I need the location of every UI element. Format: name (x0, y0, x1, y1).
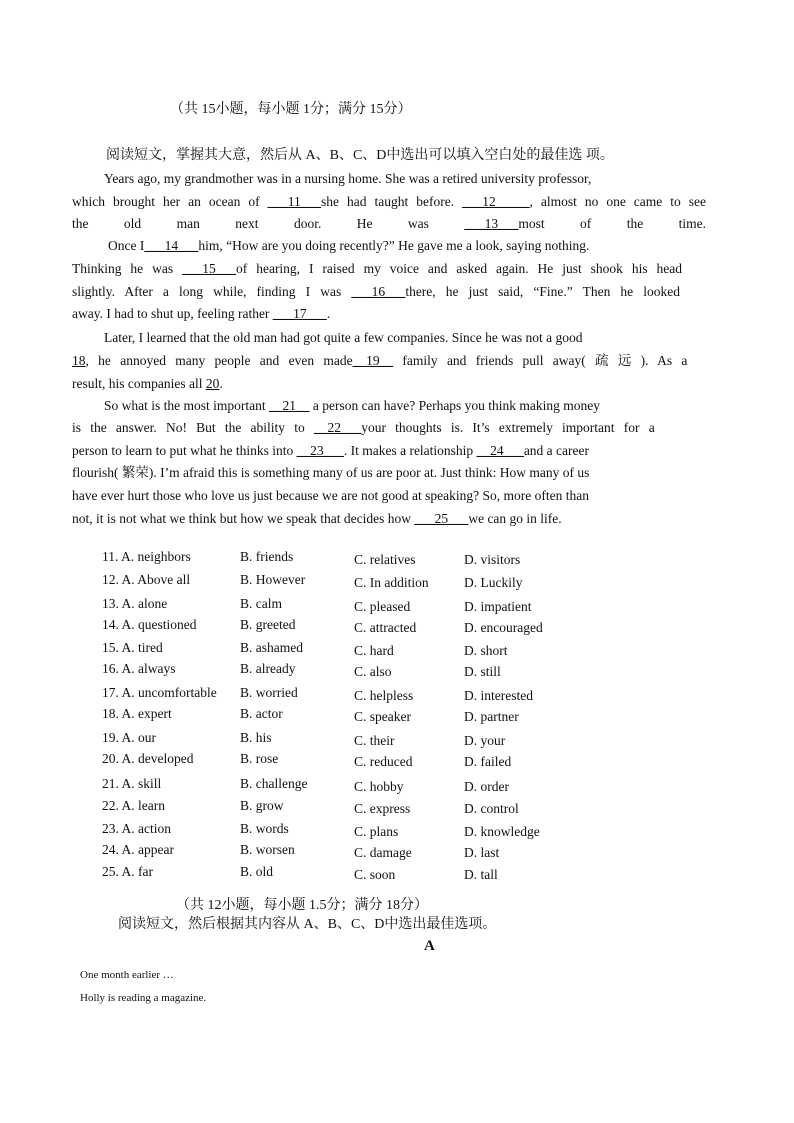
option-13-a: 13. A. alone (102, 596, 168, 611)
option-17-d: D. interested (464, 688, 533, 703)
option-15-d: D. short (464, 643, 508, 658)
passage-line (72, 510, 562, 528)
option-19-c: C. their (354, 733, 395, 748)
passage-text: Years ago, my grandmother was in a nursing home. She was a retired university professor, (104, 171, 592, 186)
option-21-c: C. hobby (354, 779, 404, 794)
option-15-b: B. ashamed (240, 640, 303, 655)
section2-instruction: 阅读短文，然后根据其内容从 A、B、C、D中选出最佳选项。 (118, 917, 497, 932)
reading-line-1: One month earlier … (80, 969, 174, 981)
option-23-c: C. plans (354, 824, 399, 839)
option-23-a: 23. A. action (102, 821, 171, 836)
option-24-a: 24. A. appear (102, 842, 174, 857)
option-23-b: B. words (240, 821, 289, 836)
option-22-d: D. control (464, 801, 519, 816)
option-13-c: C. pleased (354, 599, 411, 614)
option-15-c: C. hard (354, 643, 394, 658)
passage-text: which brought her an ocean of (72, 194, 268, 209)
passage-text: not, it is not what we think but how we speak that decides how (72, 511, 415, 526)
option-11-d: D. visitors (464, 552, 521, 567)
blank: ___11___ (267, 194, 322, 209)
option-17-b: B. worried (240, 685, 298, 700)
option-21-a: 21. A. skill (102, 776, 162, 791)
option-25-c: C. soon (354, 867, 396, 882)
option-22-c: C. express (354, 801, 411, 816)
passage-text: Later, I learned that the old man had got quite a few companies. Since he was not a good (104, 330, 583, 345)
section1-header: （共 15小题，每小题 1分；满分 15分） (170, 102, 412, 117)
passage-text: , almost no one came to see (529, 194, 706, 209)
option-19-a: 19. A. our (102, 730, 156, 745)
option-25-d: D. tall (464, 867, 498, 882)
passage-text: flourish( 繁荣). I’m afraid this is something many of us are poor at. Just think: How many of us (72, 465, 590, 480)
option-11-a: 11. A. neighbors (102, 549, 191, 564)
option-14-b: B. greeted (240, 617, 296, 632)
option-20-c: C. reduced (354, 754, 413, 769)
option-18-d: D. partner (464, 709, 519, 724)
blank: ___16___ (351, 284, 406, 299)
option-18-b: B. actor (240, 706, 283, 721)
passage-text: slightly. After a long while, finding I was (72, 284, 352, 299)
option-16-c: C. also (354, 664, 392, 679)
passage-line (72, 375, 223, 393)
option-17-c: C. helpless (354, 688, 414, 703)
passage-text: a person can have? Perhaps you think making money (309, 398, 601, 413)
option-14-c: C. attracted (354, 620, 417, 635)
option-16-b: B. already (240, 661, 296, 676)
option-24-b: B. worsen (240, 842, 295, 857)
blank: 18 (72, 353, 86, 368)
passage-text: there, he just said, “Fine.” Then he looked (405, 284, 681, 299)
blank: __23___ (296, 443, 344, 458)
passage-text: . (219, 376, 223, 391)
option-12-b: B. However (240, 572, 306, 587)
passage-line (108, 237, 589, 255)
passage-line (104, 329, 583, 347)
blank: ___14___ (144, 238, 199, 253)
passage-text: away. I had to shut up, feeling rather (72, 306, 273, 321)
option-17-a: 17. A. uncomfortable (102, 685, 217, 700)
passage-text: have ever hurt those who love us just because we are not good at speaking? So, more often than (72, 488, 589, 503)
passage-text: So what is the most important (104, 398, 269, 413)
option-21-d: D. order (464, 779, 509, 794)
passage-text: him, “How are you doing recently?” He gave me a look, saying nothing. (198, 238, 590, 253)
blank: __22___ (313, 420, 362, 435)
passage-line (72, 283, 680, 301)
passage-text: , he annoyed many people and even made (85, 353, 353, 368)
option-20-b: B. rose (240, 751, 279, 766)
option-18-a: 18. A. expert (102, 706, 172, 721)
section1-instruction: 阅读短文，掌握其大意，然后从 A、B、C、D中选出可以填入空白处的最佳选 项。 (106, 148, 614, 163)
blank: ___13___ (464, 216, 519, 231)
passage-text: of hearing, I raised my voice and asked again. He just shook his head (236, 261, 682, 276)
passage-line (72, 442, 589, 460)
blank: ___17___ (272, 306, 327, 321)
passage-text: Thinking he was (72, 261, 183, 276)
option-22-a: 22. A. learn (102, 798, 165, 813)
passage-text: is the answer. No! But the ability to (72, 420, 314, 435)
option-11-b: B. friends (240, 549, 294, 564)
reading-line-2: Holly is reading a magazine. (80, 992, 207, 1004)
passage-text: she had taught before. (321, 194, 463, 209)
passage-line (104, 397, 600, 415)
passage-line (72, 215, 706, 233)
option-12-d: D. Luckily (464, 575, 523, 590)
option-19-b: B. his (240, 730, 272, 745)
option-16-d: D. still (464, 664, 501, 679)
option-18-c: C. speaker (354, 709, 411, 724)
option-22-b: B. grow (240, 798, 284, 813)
passage-line (72, 260, 682, 278)
option-24-d: D. last (464, 845, 500, 860)
passage-text: we can go in life. (468, 511, 562, 526)
passage-line (72, 464, 589, 482)
option-16-a: 16. A. always (102, 661, 176, 676)
option-25-b: B. old (240, 864, 274, 879)
passage-line (72, 193, 706, 211)
passage-text: Once I (108, 238, 145, 253)
section2-header: （共 12小题，每小题 1.5分；满分 18分） (176, 898, 428, 913)
blank: ___15___ (182, 261, 237, 276)
option-11-c: C. relatives (354, 552, 416, 567)
passage-line (72, 352, 687, 370)
passage-text: . It makes a relationship (343, 443, 477, 458)
passage-line (72, 419, 655, 437)
option-23-d: D. knowledge (464, 824, 540, 839)
option-13-b: B. calm (240, 596, 282, 611)
passage-line (104, 170, 591, 188)
passage-line (72, 487, 589, 505)
option-24-c: C. damage (354, 845, 412, 860)
blank: __21__ (269, 398, 310, 413)
passage-line (72, 305, 330, 323)
passage-text: family and friends pull away( 疏 远 ). As a (393, 353, 688, 368)
blank: ___12_____ (462, 194, 530, 209)
option-25-a: 25. A. far (102, 864, 153, 879)
passage-text: the old man next door. He was (72, 216, 465, 231)
option-15-a: 15. A. tired (102, 640, 163, 655)
passage-text: person to learn to put what he thinks into (72, 443, 297, 458)
option-13-d: D. impatient (464, 599, 532, 614)
option-14-a: 14. A. questioned (102, 617, 197, 632)
option-20-d: D. failed (464, 754, 512, 769)
passage-text: result, his companies all (72, 376, 206, 391)
passage-text: . (326, 306, 331, 321)
blank: __19__ (352, 353, 394, 368)
blank: ___25___ (414, 511, 469, 526)
option-19-d: D. your (464, 733, 506, 748)
option-12-a: 12. A. Above all (102, 572, 191, 587)
blank: 20 (205, 376, 220, 391)
option-12-c: C. In addition (354, 575, 429, 590)
part-title: A (424, 938, 435, 954)
option-20-a: 20. A. developed (102, 751, 194, 766)
option-21-b: B. challenge (240, 776, 308, 791)
blank: __24___ (476, 443, 524, 458)
passage-text: and a career (523, 443, 590, 458)
passage-text: your thoughts is. It’s extremely important for a (361, 420, 655, 435)
option-14-d: D. encouraged (464, 620, 543, 635)
passage-text: most of the time. (518, 216, 706, 231)
